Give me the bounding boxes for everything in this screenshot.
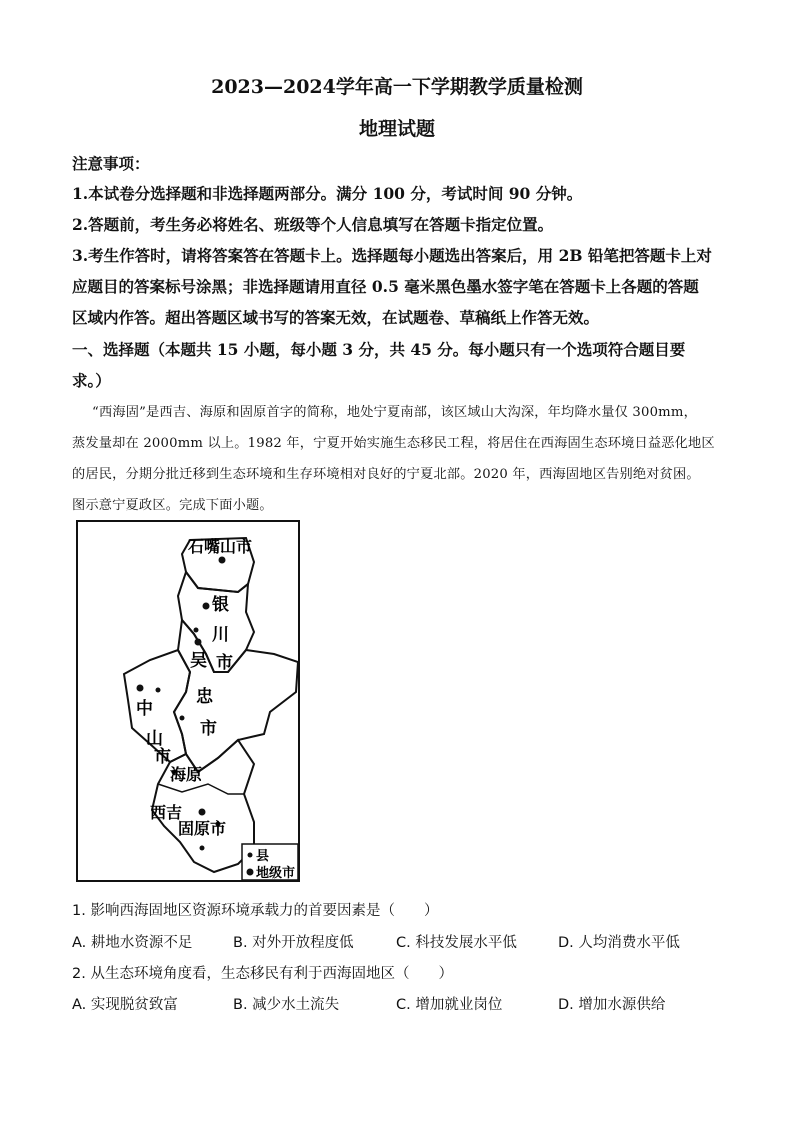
question-1-option-a[interactable]: A. 耕地水资源不足 <box>72 935 193 951</box>
question-2-option-c[interactable]: C. 增加就业岗位 <box>396 997 503 1013</box>
notice-item: 区域内作答。超出答题区域书写的答案无效，在试题卷、草稿纸上作答无效。 <box>72 308 600 327</box>
label-yinchuan-3: 市 <box>216 653 233 673</box>
county-dot <box>194 628 199 633</box>
section-heading-cont: 求。） <box>72 371 111 390</box>
question-1-option-d[interactable]: D. 人均消费水平低 <box>558 935 680 951</box>
section-heading: 一、选择题（本题共 15 小题，每小题 3 分，共 45 分。每小题只有一个选项符合题目要 <box>72 340 686 359</box>
notice-item: 2.答题前，考生务必将姓名、班级等个人信息填写在答题卡指定位置。 <box>72 215 554 234</box>
label-haiyuan: 海原 <box>170 765 203 784</box>
label-shizuishan: 石嘴山市 <box>188 537 253 556</box>
label-wuzhong-2: 忠 <box>196 687 213 707</box>
passage-line: 的居民，分期分批迁移到生态环境和生存环境相对良好的宁夏北部。2020 年，西海固地区告别绝对贫困。 <box>72 467 700 482</box>
county-dot <box>156 688 161 693</box>
question-1-stem: 1. 影响西海固地区资源环境承载力的首要因素是（ ） <box>72 903 439 919</box>
question-1-option-b[interactable]: B. 对外开放程度低 <box>233 935 354 951</box>
label-wuzhong-1: 吴 <box>190 651 207 671</box>
city-dot <box>219 557 226 564</box>
subject-title: 地理试题 <box>358 118 435 140</box>
county-dot <box>180 716 185 721</box>
passage-line: “西海固”是西吉、海原和固原首字的简称，地处宁夏南部，该区域山大沟深，年均降水量仅 300mm， <box>92 405 697 420</box>
notice-item: 1.本试卷分选择题和非选择题两部分。满分 100 分，考试时间 90 分钟。 <box>72 184 583 203</box>
label-zhongwei-1: 中 <box>136 699 153 719</box>
legend-county-label: 县 <box>256 849 270 864</box>
notice-item: 3.考生作答时，请将答案答在答题卡上。选择题每小题选出答案后，用 2B 铅笔把答题卡上对 <box>72 246 712 265</box>
label-xiji: 西吉 <box>150 803 183 822</box>
label-guyuan: 固原市 <box>178 819 227 838</box>
question-2-option-a[interactable]: A. 实现脱贫致富 <box>72 997 178 1013</box>
label-zhongwei-2: 山 <box>146 729 163 749</box>
label-zhongwei-3: 市 <box>154 747 171 767</box>
notice-heading: 注意事项： <box>72 154 150 173</box>
label-yinchuan-1: 银 <box>212 595 229 615</box>
map-drawing <box>78 522 298 880</box>
passage-line: 图示意宁夏政区。完成下面小题。 <box>72 498 273 513</box>
city-dot <box>137 685 144 692</box>
legend-city-label: 地级市 <box>256 866 296 880</box>
city-dot <box>203 603 210 610</box>
question-1-option-c[interactable]: C. 科技发展水平低 <box>396 935 517 951</box>
ningxia-map <box>76 520 300 882</box>
county-dot <box>200 846 205 851</box>
exam-title: 2023—2024学年高一下学期教学质量检测 <box>211 76 583 98</box>
passage-line: 蒸发量却在 2000mm 以上。1982 年，宁夏开始实施生态移民工程，将居住在西海固生态环境日益恶化地区 <box>72 436 715 451</box>
question-2-stem: 2. 从生态环境角度看，生态移民有利于西海固地区（ ） <box>72 966 453 982</box>
label-yinchuan-2: 川 <box>212 625 229 645</box>
question-2-option-b[interactable]: B. 减少水土流失 <box>233 997 340 1013</box>
legend-county-dot <box>248 853 253 858</box>
legend-city-dot <box>247 869 254 876</box>
city-dot <box>199 809 206 816</box>
label-wuzhong-3: 市 <box>200 719 217 739</box>
boundary-haiyuan <box>158 784 244 794</box>
city-dot <box>195 639 202 646</box>
question-2-option-d[interactable]: D. 增加水源供给 <box>558 997 666 1013</box>
region-wuzhong <box>174 620 298 772</box>
notice-item: 应题目的答案标号涂黑；非选择题请用直径 0.5 毫米黑色墨水签字笔在答题卡上各题的答题 <box>72 277 699 296</box>
